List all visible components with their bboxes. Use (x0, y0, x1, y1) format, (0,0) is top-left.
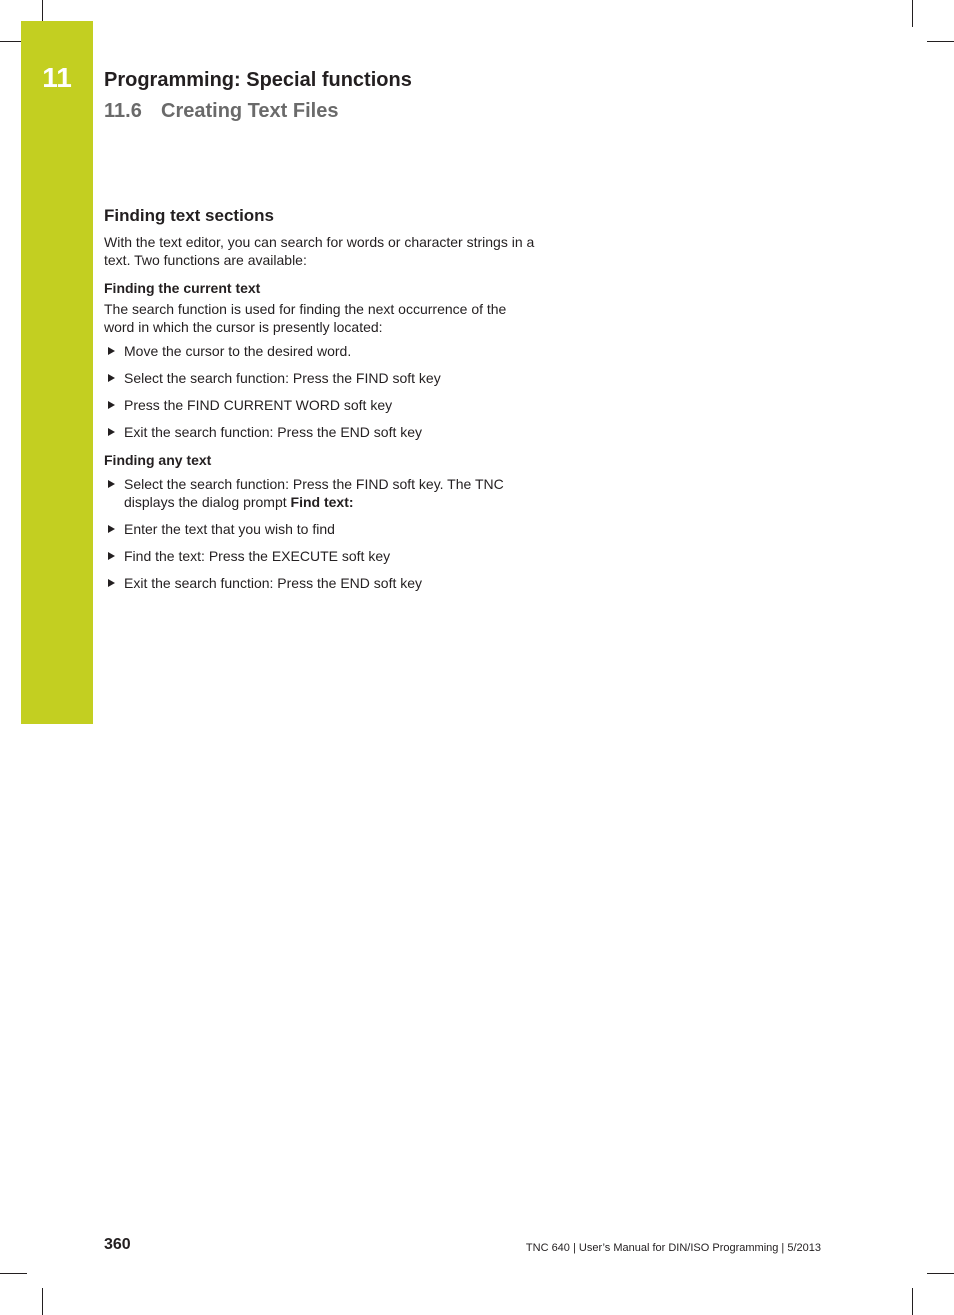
crop-mark (927, 41, 954, 42)
section-heading (104, 98, 338, 124)
step-text: Press the FIND CURRENT WORD soft key (124, 397, 393, 413)
crop-mark (927, 1273, 954, 1274)
section-title: Creating Text Files (161, 100, 339, 122)
list-item (104, 475, 536, 511)
step-text: Select the search function: Press the FIND soft key. The TNC displays the dialog prompt (124, 476, 504, 510)
topic-heading: Finding text sections (104, 206, 275, 225)
subheading-any-text: Finding any text (104, 452, 212, 468)
crop-mark (912, 0, 913, 27)
arrow-bullet-icon (108, 347, 115, 355)
list-item (104, 396, 536, 414)
footer-text: TNC 640 | User’s Manual for DIN/ISO Programming | 5/2013 (525, 1242, 821, 1254)
chapter-title: Programming: Special functions (104, 69, 412, 91)
crop-mark (912, 1288, 913, 1315)
arrow-bullet-icon (108, 525, 115, 533)
list-item (104, 342, 536, 360)
step-text: Find the text: Press the EXECUTE soft key (124, 548, 391, 564)
list-item (104, 520, 536, 538)
arrow-bullet-icon (108, 428, 115, 436)
section-number: 11.6 (104, 100, 142, 122)
step-text: Select the search function: Press the FIND soft key (124, 370, 441, 386)
step-text: Move the cursor to the desired word. (124, 343, 352, 359)
step-text: Exit the search function: Press the END soft key (124, 424, 423, 440)
crop-mark (0, 1273, 27, 1274)
current-text-steps (104, 342, 536, 441)
dialog-prompt-label: Find text: (290, 494, 354, 510)
subheading-current-text: Finding the current text (104, 280, 261, 296)
chapter-number: 11 (42, 62, 72, 93)
list-item (104, 547, 536, 565)
page-number: 360 (104, 1236, 131, 1253)
arrow-bullet-icon (108, 374, 115, 382)
list-item (104, 423, 536, 441)
intro-paragraph: With the text editor, you can search for words or character strings in a text. Two functions are available: (104, 234, 535, 268)
chapter-tab-bar (21, 21, 93, 724)
step-text: Exit the search function: Press the END soft key (124, 575, 423, 591)
main-content (104, 205, 536, 601)
arrow-bullet-icon (108, 480, 115, 488)
any-text-steps (104, 475, 536, 592)
list-item (104, 369, 536, 387)
current-text-description: The search function is used for finding the next occurrence of the word in which the cursor is presently located: (104, 301, 507, 335)
list-item (104, 574, 536, 592)
crop-mark (42, 1288, 43, 1315)
step-text: Enter the text that you wish to find (124, 521, 335, 537)
arrow-bullet-icon (108, 579, 115, 587)
arrow-bullet-icon (108, 552, 115, 560)
arrow-bullet-icon (108, 401, 115, 409)
